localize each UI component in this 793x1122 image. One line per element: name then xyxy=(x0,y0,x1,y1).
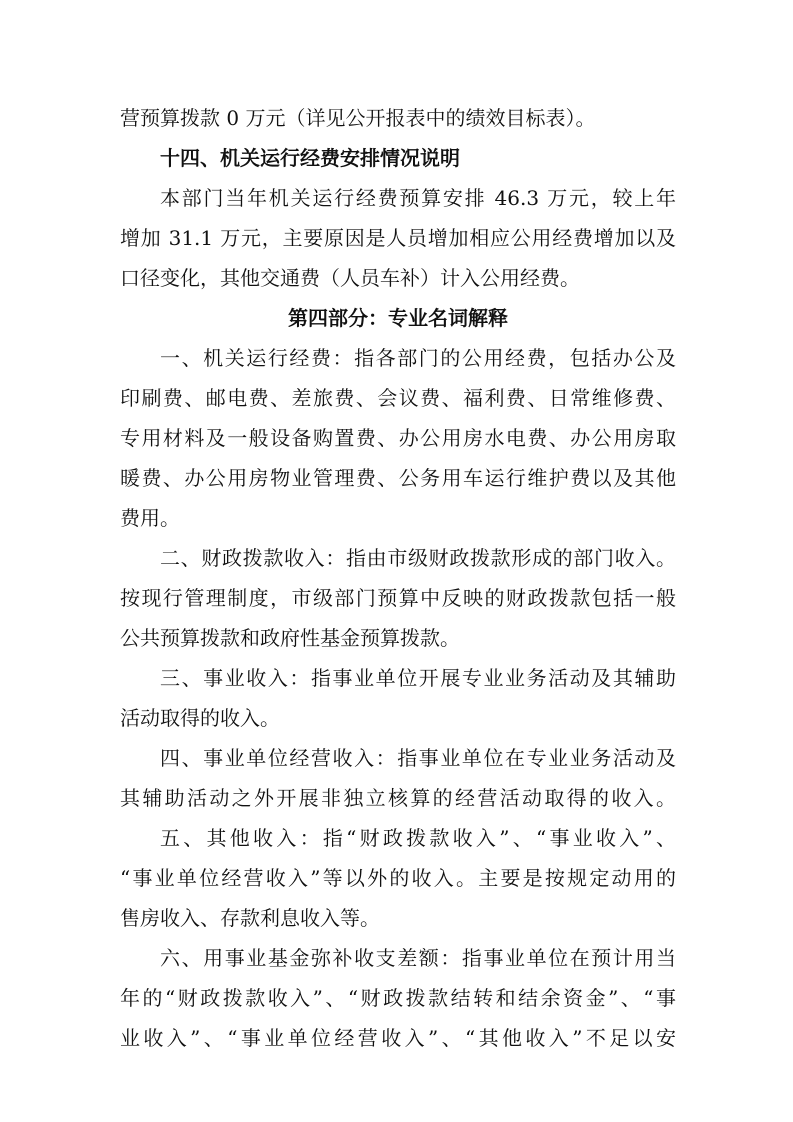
text-line: 一、机关运行经费：指各部门的公用经费，包括办公及 xyxy=(160,346,676,370)
text-line: 业收入”、“事业单位经营收入”、“其他收入”不足以安 xyxy=(120,1026,676,1050)
text-line: 五、其他收入：指“财政拨款收入”、“事业收入”、 xyxy=(160,826,676,850)
section-heading: 十四、机关运行经费安排情况说明 xyxy=(160,146,460,170)
part-title: 第四部分：专业名词解释 xyxy=(288,306,508,330)
text-line: 印刷费、邮电费、差旅费、会议费、福利费、日常维修费、 xyxy=(120,386,676,410)
text-line: “事业单位经营收入”等以外的收入。主要是按规定动用的 xyxy=(120,866,676,890)
text-line: 暖费、办公用房物业管理费、公务用车运行维护费以及其他 xyxy=(120,466,676,490)
text-line: 按现行管理制度，市级部门预算中反映的财政拨款包括一般 xyxy=(120,586,676,610)
text-line: 三、事业收入：指事业单位开展专业业务活动及其辅助 xyxy=(160,666,676,690)
text-line: 年的“财政拨款收入”、“财政拨款结转和结余资金”、“事 xyxy=(120,986,676,1010)
text-line: 二、财政拨款收入：指由市级财政拨款形成的部门收入。 xyxy=(160,546,676,570)
text-line: 活动取得的收入。 xyxy=(120,706,280,730)
text-line: 本部门当年机关运行经费预算安排 46.3 万元，较上年 xyxy=(160,186,676,210)
text-line: 售房收入、存款利息收入等。 xyxy=(120,906,380,930)
text-line: 四、事业单位经营收入：指事业单位在专业业务活动及 xyxy=(160,746,676,770)
text-line: 其辅助活动之外开展非独立核算的经营活动取得的收入。 xyxy=(120,786,676,810)
text-line: 增加 31.1 万元，主要原因是人员增加相应公用经费增加以及 xyxy=(120,226,676,250)
text-line: 公共预算拨款和政府性基金预算拨款。 xyxy=(120,626,460,650)
text-line: 六、用事业基金弥补收支差额：指事业单位在预计用当 xyxy=(160,946,676,970)
text-line: 营预算拨款 0 万元（详见公开报表中的绩效目标表）。 xyxy=(120,106,596,130)
text-line: 费用。 xyxy=(120,506,180,530)
text-line: 口径变化，其他交通费（人员车补）计入公用经费。 xyxy=(120,266,580,290)
document-body xyxy=(120,98,676,1058)
text-line: 专用材料及一般设备购置费、办公用房水电费、办公用房取 xyxy=(120,426,676,450)
